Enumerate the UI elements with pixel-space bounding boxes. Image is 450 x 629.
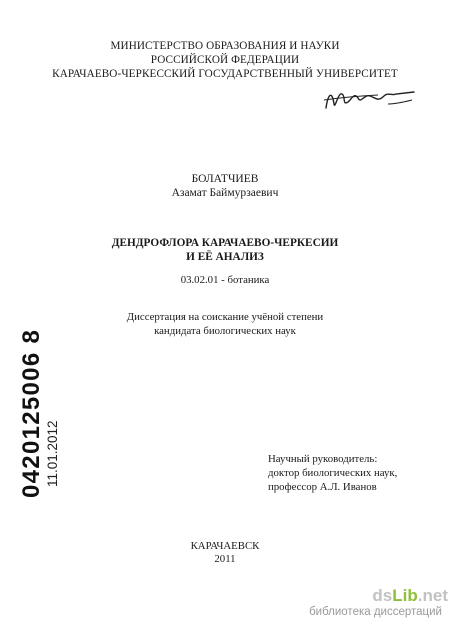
city: КАРАЧАЕВСК	[190, 540, 260, 552]
ministry-line-2: РОССИЙСКОЙ ФЕДЕРАЦИИ	[150, 54, 300, 66]
watermark-subtitle: библиотека диссертаций	[309, 606, 442, 618]
supervisor-name: профессор А.Л. Иванов	[268, 481, 377, 493]
specialty-code: 03.02.01 - ботаника	[180, 274, 270, 286]
dslib-watermark	[309, 586, 448, 618]
registration-number: 0420125006 8	[18, 328, 45, 498]
watermark-lib: Lib	[392, 586, 418, 605]
watermark-ds: ds	[372, 586, 393, 605]
registration-date: 11.01.2012	[45, 420, 60, 487]
signature-image	[318, 80, 418, 120]
ministry-line-1: МИНИСТЕРСТВО ОБРАЗОВАНИЯ И НАУКИ	[110, 40, 340, 52]
author-surname: БОЛАТЧИЕВ	[191, 173, 259, 185]
university-name: КАРАЧАЕВО-ЧЕРКЕССКИЙ ГОСУДАРСТВЕННЫЙ УНИВЕРСИТЕТ	[52, 68, 398, 80]
author-given-name: Азамат Баймурзаевич	[171, 187, 279, 199]
dissertation-title-line-2: И ЕЁ АНАЛИЗ	[186, 251, 264, 263]
degree-line-1: Диссертация на соискание учёной степени	[126, 311, 324, 323]
watermark-net: .net	[417, 586, 448, 605]
year: 2011	[214, 553, 236, 565]
degree-line-2: кандидата биологических наук	[154, 325, 296, 337]
supervisor-degree: доктор биологических наук,	[268, 467, 398, 479]
watermark-logo	[328, 587, 448, 605]
supervisor-heading: Научный руководитель:	[268, 453, 378, 465]
dissertation-title-line-1: ДЕНДРОФЛОРА КАРАЧАЕВО-ЧЕРКЕСИИ	[111, 237, 339, 249]
